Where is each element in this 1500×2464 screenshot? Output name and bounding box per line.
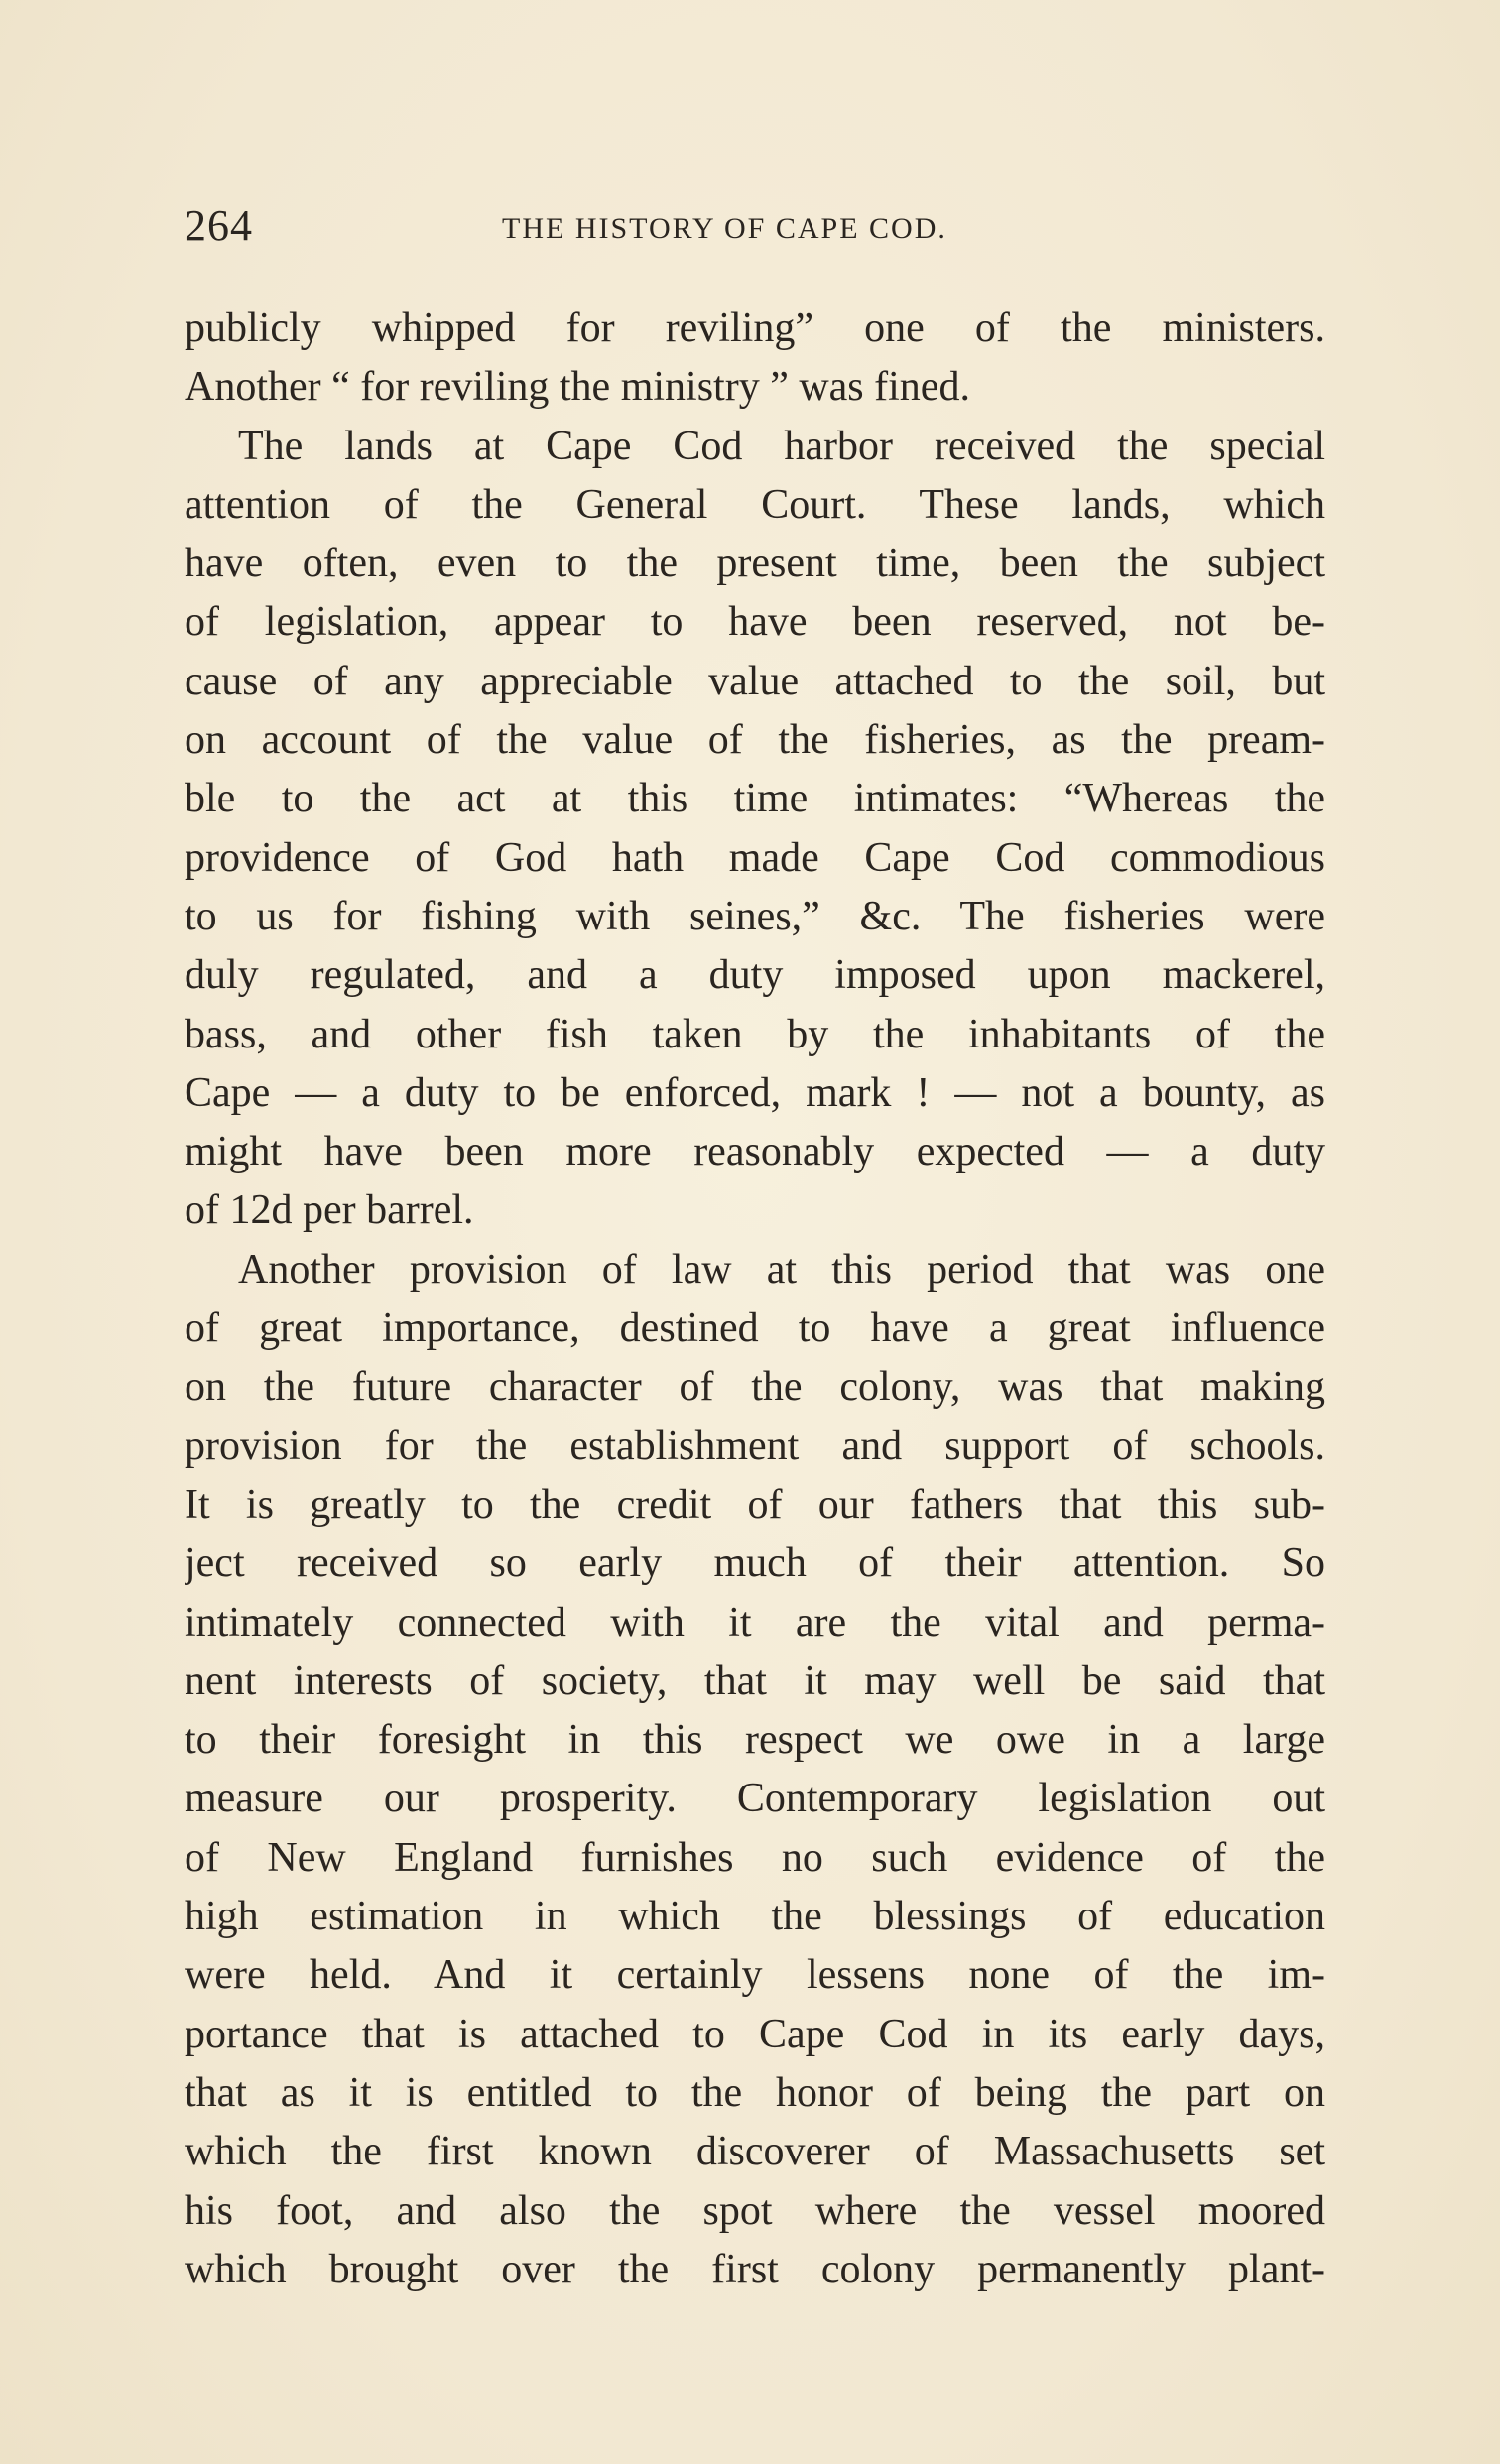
text-line: attention of the General Court. These lands, which <box>185 481 1325 528</box>
text-line: have often, even to the present time, been the subject <box>185 541 1325 587</box>
text-line: on account of the value of the fisheries, as the pream- <box>185 717 1325 764</box>
text-line: duly regulated, and a duty imposed upon mackerel, <box>185 952 1325 999</box>
text-line: bass, and other fish taken by the inhabitants of the <box>185 1011 1325 1057</box>
text-line: Cape — a duty to be enforced, mark ! — not a bounty, as <box>185 1069 1325 1116</box>
text-line: Another provision of law at this period that was one <box>238 1246 1325 1293</box>
body-text <box>185 300 1325 2299</box>
text-line: that as it is entitled to the honor of being the part on <box>185 2069 1325 2116</box>
text-line: of New England furnishes no such evidence of the <box>185 1834 1325 1881</box>
text-line: It is greatly to the credit of our fathers that this sub- <box>185 1481 1325 1528</box>
text-line: publicly whipped for reviling” one of the ministers. <box>185 306 1325 351</box>
text-line: measure our prosperity. Contemporary legislation out <box>185 1776 1325 1822</box>
text-line: to us for fishing with seines,” &c. The fisheries were <box>185 893 1325 939</box>
text-line: nent interests of society, that it may well be said that <box>185 1658 1325 1704</box>
text-line: his foot, and also the spot where the vessel moored <box>185 2187 1325 2234</box>
page-number: 264 <box>185 201 253 250</box>
text-line: The lands at Cape Cod harbor received the special <box>238 423 1325 469</box>
text-line: cause of any appreciable value attached to the soil, but <box>185 658 1325 704</box>
text-line: Another “ for reviling the ministry ” was fined. <box>185 364 970 411</box>
text-line: were held. And it certainly lessens none of the im- <box>185 1952 1325 1999</box>
text-line: on the future character of the colony, was that making <box>185 1364 1325 1411</box>
text-line: high estimation in which the blessings of education <box>185 1894 1325 1940</box>
text-line: ject received so early much of their attention. So <box>185 1540 1325 1587</box>
text-line: which brought over the first colony permanently plant- <box>185 2246 1325 2292</box>
page-header <box>185 196 1325 256</box>
text-line: providence of God hath made Cape Cod commodious <box>185 834 1325 881</box>
text-line: to their foresight in this respect we owe in a large <box>185 1717 1325 1764</box>
text-line: of legislation, appear to have been reserved, not be- <box>185 599 1325 646</box>
text-line: might have been more reasonably expected — a duty <box>185 1129 1325 1175</box>
text-line: of 12d per barrel. <box>185 1187 474 1234</box>
text-line: portance that is attached to Cape Cod in its early days, <box>185 2011 1325 2057</box>
text-line: which the first known discoverer of Massachusetts set <box>185 2129 1325 2175</box>
text-line: of great importance, destined to have a great influence <box>185 1305 1325 1352</box>
text-line: provision for the establishment and support of schools. <box>185 1422 1325 1469</box>
text-line: intimately connected with it are the vital and perma- <box>185 1599 1325 1646</box>
running-head: THE HISTORY OF CAPE COD. <box>502 212 947 245</box>
text-line: ble to the act at this time intimates: “Whereas the <box>185 776 1325 822</box>
